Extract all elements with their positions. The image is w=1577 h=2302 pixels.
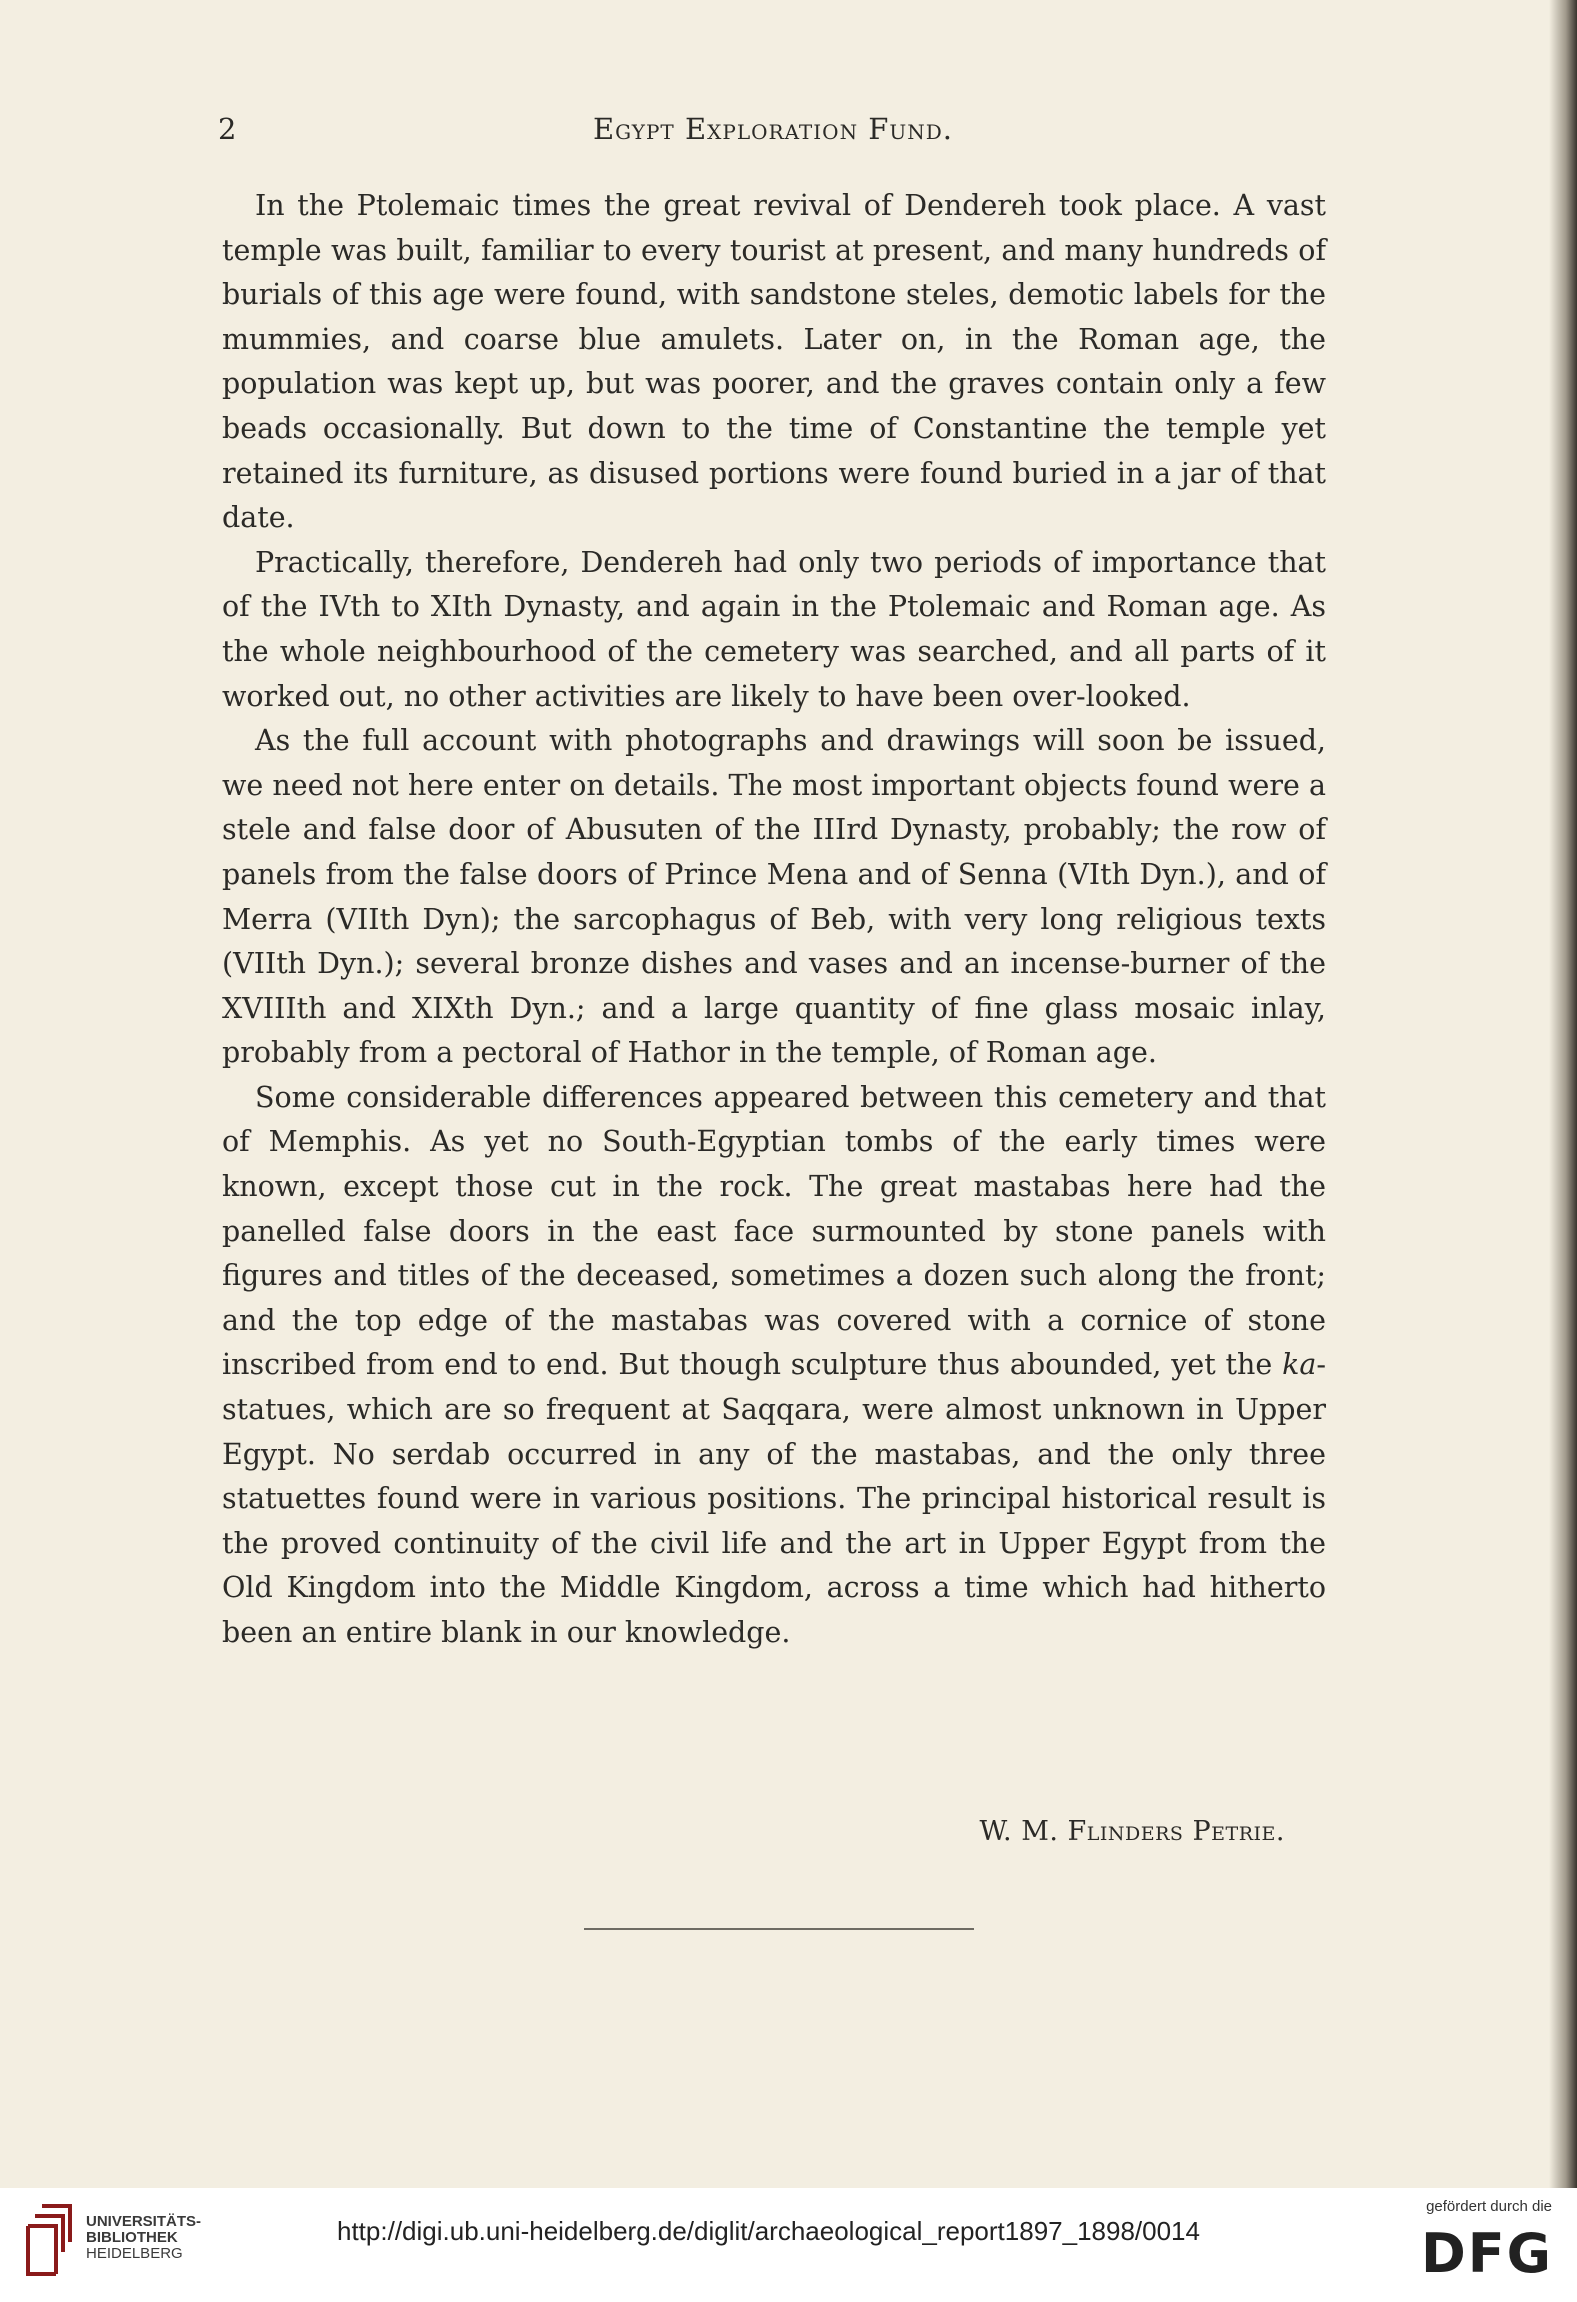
- running-title: Egypt Exploration Fund.: [592, 112, 954, 146]
- paragraph-3: As the full account with photographs and drawings will soon be issued, we need not here enter on details. The most important objects found were a stele and false door of Abusuten of the IIIrd Dynasty, probably; the row of panels from the false doors of Prince Mena and of Senna (VIth Dyn.), and of Merra (VIIth Dyn); the sarcophagus of Beb, with very long religious texts (VIIth Dyn.); several bronze dishes and vases and an incense-burner of the XVIIIth and XIXth Dyn.; and a large quantity of fine glass mosaic inlay, probably from a pectoral of Hathor in the temple, of Roman age.: [222, 724, 1326, 1070]
- paragraph-1: In the Ptolemaic times the great revival of Dendereh took place. A vast temple was built, familiar to every tourist at present, and many hundreds of burials of this age were found, with sandstone steles, demotic labels for the mummies, and coarse blue amulets. Later on, in the Roman age, the population was kept up, but was poorer, and the graves contain only a few beads occasionally. But down to the time of Constantine the temple yet retained its furniture, as disused portions were found buried in a jar of that date.: [222, 189, 1326, 535]
- body-text: [222, 184, 1326, 1656]
- dfg-logo: DFG: [1420, 2222, 1553, 2285]
- paragraph-4: [222, 1076, 1326, 1656]
- running-head: [218, 112, 1328, 160]
- library-name-line-2: BIBLIOTHEK: [86, 2229, 178, 2246]
- library-name-line-3: HEIDELBERG: [86, 2245, 183, 2262]
- footer-bar: [0, 2188, 1577, 2302]
- closing-rule: [584, 1928, 974, 1930]
- paragraph-2: Practically, therefore, Dendereh had only two periods of importance that of the IVth to XIth Dynasty, and again in the Ptolemaic and Roman age. As the whole neighbourhood of the cemetery was searched, and all parts of it worked out, no other activities are likely to have been over-looked.: [222, 545, 1326, 713]
- page-number: 2: [218, 112, 237, 146]
- ka-term: ka: [1282, 1348, 1317, 1382]
- library-logo-icon: [22, 2198, 82, 2280]
- library-name-line-1: UNIVERSITÄTS-: [86, 2213, 202, 2230]
- paragraph-4-text-a: Some considerable differences appeared between this cemetery and that of Memphis. As yet no South-Egyptian tombs of the early times were known, except those cut in the rock. The great mastabas here had the panelled false doors in the east face surmounted by stone panels with figures and titles of the deceased, sometimes a dozen such along the front; and the top edge of the mastabas was covered with a cornice of stone inscribed from end to end. But though sculpture thus abounded, yet the: [222, 1080, 1326, 1382]
- permalink-url[interactable]: http://digi.ub.uni-heidelberg.de/diglit/archaeological_report1897_1898/0014: [337, 2216, 1200, 2246]
- funding-credit: gefördert durch die: [1426, 2198, 1552, 2215]
- author-signature: W. M. Flinders Petrie.: [979, 1816, 1285, 1847]
- paragraph-4-text-b: -statues, which are so frequent at Saqqara, were almost unknown in Upper Egypt. No serdab occurred in any of the mastabas, and the only three statuettes found were in various positions. The principal historical result is the proved continuity of the civil life and the art in Upper Egypt from the Old Kingdom into the Middle Kingdom, across a time which had hitherto been an entire blank in our knowledge.: [222, 1348, 1326, 1649]
- library-name: [86, 2214, 201, 2262]
- page-edge-shadow: [1549, 0, 1577, 2188]
